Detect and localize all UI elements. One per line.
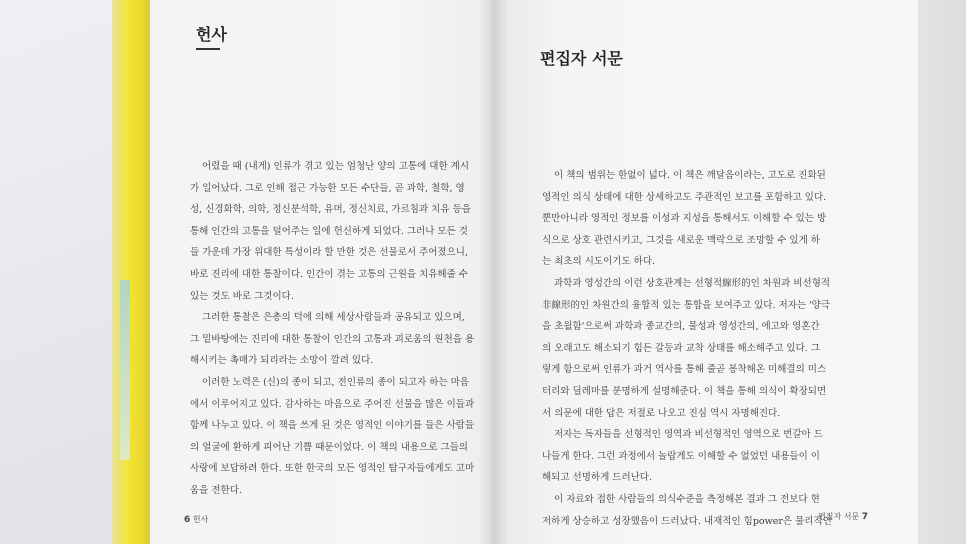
running-head-left: 헌사 <box>192 515 209 524</box>
text-line: 서 의문에 대한 답은 저절로 나오고 진심 역시 자명해진다. <box>542 407 781 419</box>
text-line: 어렸을 때 (내게) 인류가 겪고 있는 엄청난 양의 고통에 대한 계시 <box>202 161 470 172</box>
text-line: 바로 진리에 대한 통찰이다. 인간이 겪는 고통의 근원을 치유해줄 수 <box>190 268 468 280</box>
text-line: 이러한 노력은 (신)의 종이 되고, 전인류의 종이 되고자 하는 마음 <box>202 376 470 388</box>
text-line: 가 일어났다. 그로 인해 접근 가능한 모든 수단들, 곧 과학, 철학, 영 <box>190 182 465 194</box>
folio-right <box>818 511 868 522</box>
cover-graphic-strip <box>120 280 130 460</box>
page-number-right: 7 <box>861 512 868 522</box>
text-line: 통해 인간의 고통을 덜어주는 일에 헌신하게 되었다. 그러나 모든 것 <box>190 225 468 237</box>
text-line: 영적인 의식 상태에 대한 상세하고도 주관적인 보고를 포함하고 있다. <box>542 191 827 203</box>
text-line: 해되고 선명하게 드러난다. <box>542 472 653 484</box>
left-body-text <box>190 156 474 502</box>
text-line: 식으로 상호 관련시키고, 그것을 새로운 맥락으로 조망할 수 있게 하 <box>542 234 820 246</box>
text-line: 렇게 함으로써 인류가 과거 역사를 통해 줄곧 봉착해온 미해결의 미스 <box>542 364 827 376</box>
book-gutter <box>478 0 508 544</box>
text-line: 뿐만아니라 영적인 정보를 이성과 지성을 통해서도 이해할 수 있는 방 <box>542 213 827 225</box>
text-line: 함께 나누고 있다. 이 책을 쓰게 된 것은 영적인 이야기를 들은 사람들 <box>190 420 475 432</box>
text-line: 있는 것도 바로 그것이다. <box>190 290 294 302</box>
text-line: 의 얼굴에 환하게 피어난 기쁨 때문이었다. 이 책의 내용으로 그들의 <box>190 441 468 453</box>
text-line: 나들게 한다. 그런 과정에서 놀랍게도 이해할 수 없었던 내용들이 이 <box>542 450 820 462</box>
folio-left <box>184 514 208 525</box>
text-line: 는 최초의 시도이기도 하다. <box>542 256 656 268</box>
page-edge-right <box>918 0 966 544</box>
running-head-right: 편집자 서문 <box>818 512 860 521</box>
text-line: 움을 전한다. <box>190 484 242 496</box>
text-line: 성, 신경화학, 의학, 정신분석학, 유머, 정신치료, 가르침과 치유 등을 <box>190 204 471 216</box>
text-line: 그러한 통찰은 은총의 덕에 의해 세상사람들과 공유되고 있으며, <box>202 312 465 324</box>
text-line: 사랑에 보답하려 한다. 또한 한국의 모든 영적인 탐구자들에게도 고마 <box>190 463 475 475</box>
text-line: 을 초월함'으로써 과학과 종교간의, 물성과 영성간의, 에고와 영혼간 <box>542 321 820 333</box>
text-line: 그 밑바탕에는 진리에 대한 통찰이 인간의 고통과 괴로움의 원천을 용 <box>190 333 475 345</box>
text-line: 터리와 딜레마를 분명하게 설명해준다. 이 책을 통해 의식이 확장되면 <box>542 385 827 397</box>
text-line: 저하게 상승하고 성장했음이 드러났다. 내재적인 힘power은 물리적인 <box>542 515 832 527</box>
page-title-left: 헌사 <box>196 25 227 44</box>
text-line: 에서 이루어지고 있다. 감사하는 마음으로 주어진 선물을 많은 이들과 <box>190 398 475 410</box>
page-title-right: 편집자 서문 <box>540 49 623 68</box>
text-line: 非線形的인 차원간의 융합적 있는 통합을 보여주고 있다. 저자는 '양극 <box>542 299 831 311</box>
text-line: 이 자료와 접한 사람들의 의식수준을 측정해본 결과 그 전보다 현 <box>554 493 820 505</box>
text-line: 의 오래고도 해소되기 힘든 갈등과 교착 상태를 해소해주고 있다. 그 <box>542 342 820 354</box>
right-body-text <box>542 165 832 532</box>
text-line: 들 가운데 가장 위대한 특성이라 할 만한 것은 선물로서 주어졌으니, <box>190 247 468 259</box>
title-underline <box>196 48 220 50</box>
text-line: 저자는 독자들을 선형적인 영역과 비선형적인 영역으로 번갈아 드 <box>554 429 823 441</box>
text-line: 이 책의 범위는 한없이 넓다. 이 책은 깨달음이라는, 고도로 진화된 <box>554 170 826 181</box>
text-line: 해시키는 촉매가 되리라는 소망이 깔려 있다. <box>190 355 374 367</box>
text-line: 과학과 영성간의 이런 상호관계는 선형적線形的인 차원과 비선형적 <box>554 277 831 289</box>
page-number-left: 6 <box>184 515 191 525</box>
